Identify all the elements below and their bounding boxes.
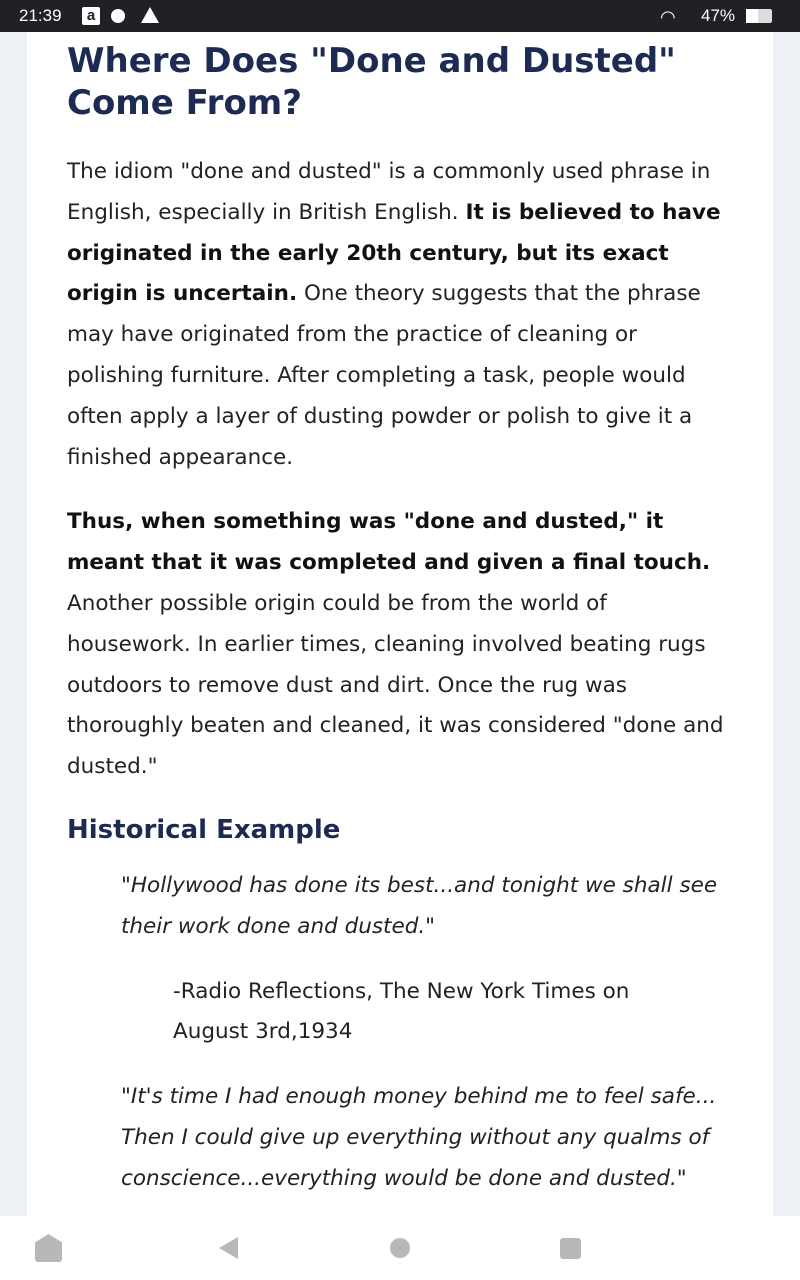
battery-icon (746, 9, 772, 23)
clock: 21:39 (19, 6, 62, 25)
article-page[interactable] (27, 32, 773, 1216)
p1-bold: It is believed to have originated in the early 20th century, but its exact origin is uncertain. (67, 199, 721, 307)
app-shortcut-icon[interactable] (35, 1234, 62, 1262)
article-content (67, 40, 737, 1216)
navigation-bar (0, 1216, 800, 1280)
p2-text: Another possible origin could be from the world of housework. In earlier times, cleaning involved beating rugs outdoors to remove dust and dirt. Once the rug was thoroughly beaten and cleaned, it was considered "done and dusted." (67, 590, 724, 780)
wifi-icon: ◠ (660, 7, 676, 27)
p1-text-end: One theory suggests that the phrase may have originated from the practice of cleaning or polishing furniture. After completing a task, people would often apply a layer of dusting powder or polish to give it a finished appearance. (67, 281, 701, 470)
status-bar (0, 0, 800, 32)
paragraph-2 (67, 502, 737, 788)
quote-1: "Hollywood has done its best...and tonight we shall see their work done and dusted." (121, 872, 718, 939)
back-button[interactable] (219, 1237, 238, 1259)
p1-text: The idiom "done and dusted" is a commonly used phrase in English, especially in British English. (67, 159, 711, 225)
paragraph-1 (67, 152, 737, 478)
attribution-1: -Radio Reflections, The New York Times on August 3rd,1934 (173, 978, 630, 1045)
section-title: Historical Example (67, 814, 341, 845)
article-title: Where Does "Done and Dusted" Come From? (67, 41, 676, 123)
recents-button[interactable] (560, 1238, 581, 1259)
p2-bold: Thus, when something was "done and dusted," it meant that it was completed and given a final touch. (67, 509, 711, 576)
amazon-icon: a (82, 7, 100, 25)
home-button[interactable] (390, 1238, 410, 1258)
notification-icon (111, 9, 125, 23)
battery-percent: 47% (701, 6, 736, 25)
quote-2: "It's time I had enough money behind me to feel safe... Then I could give up everything without any qualms of conscience...everything would be done and dusted." (121, 1084, 717, 1191)
warning-icon (141, 7, 159, 23)
